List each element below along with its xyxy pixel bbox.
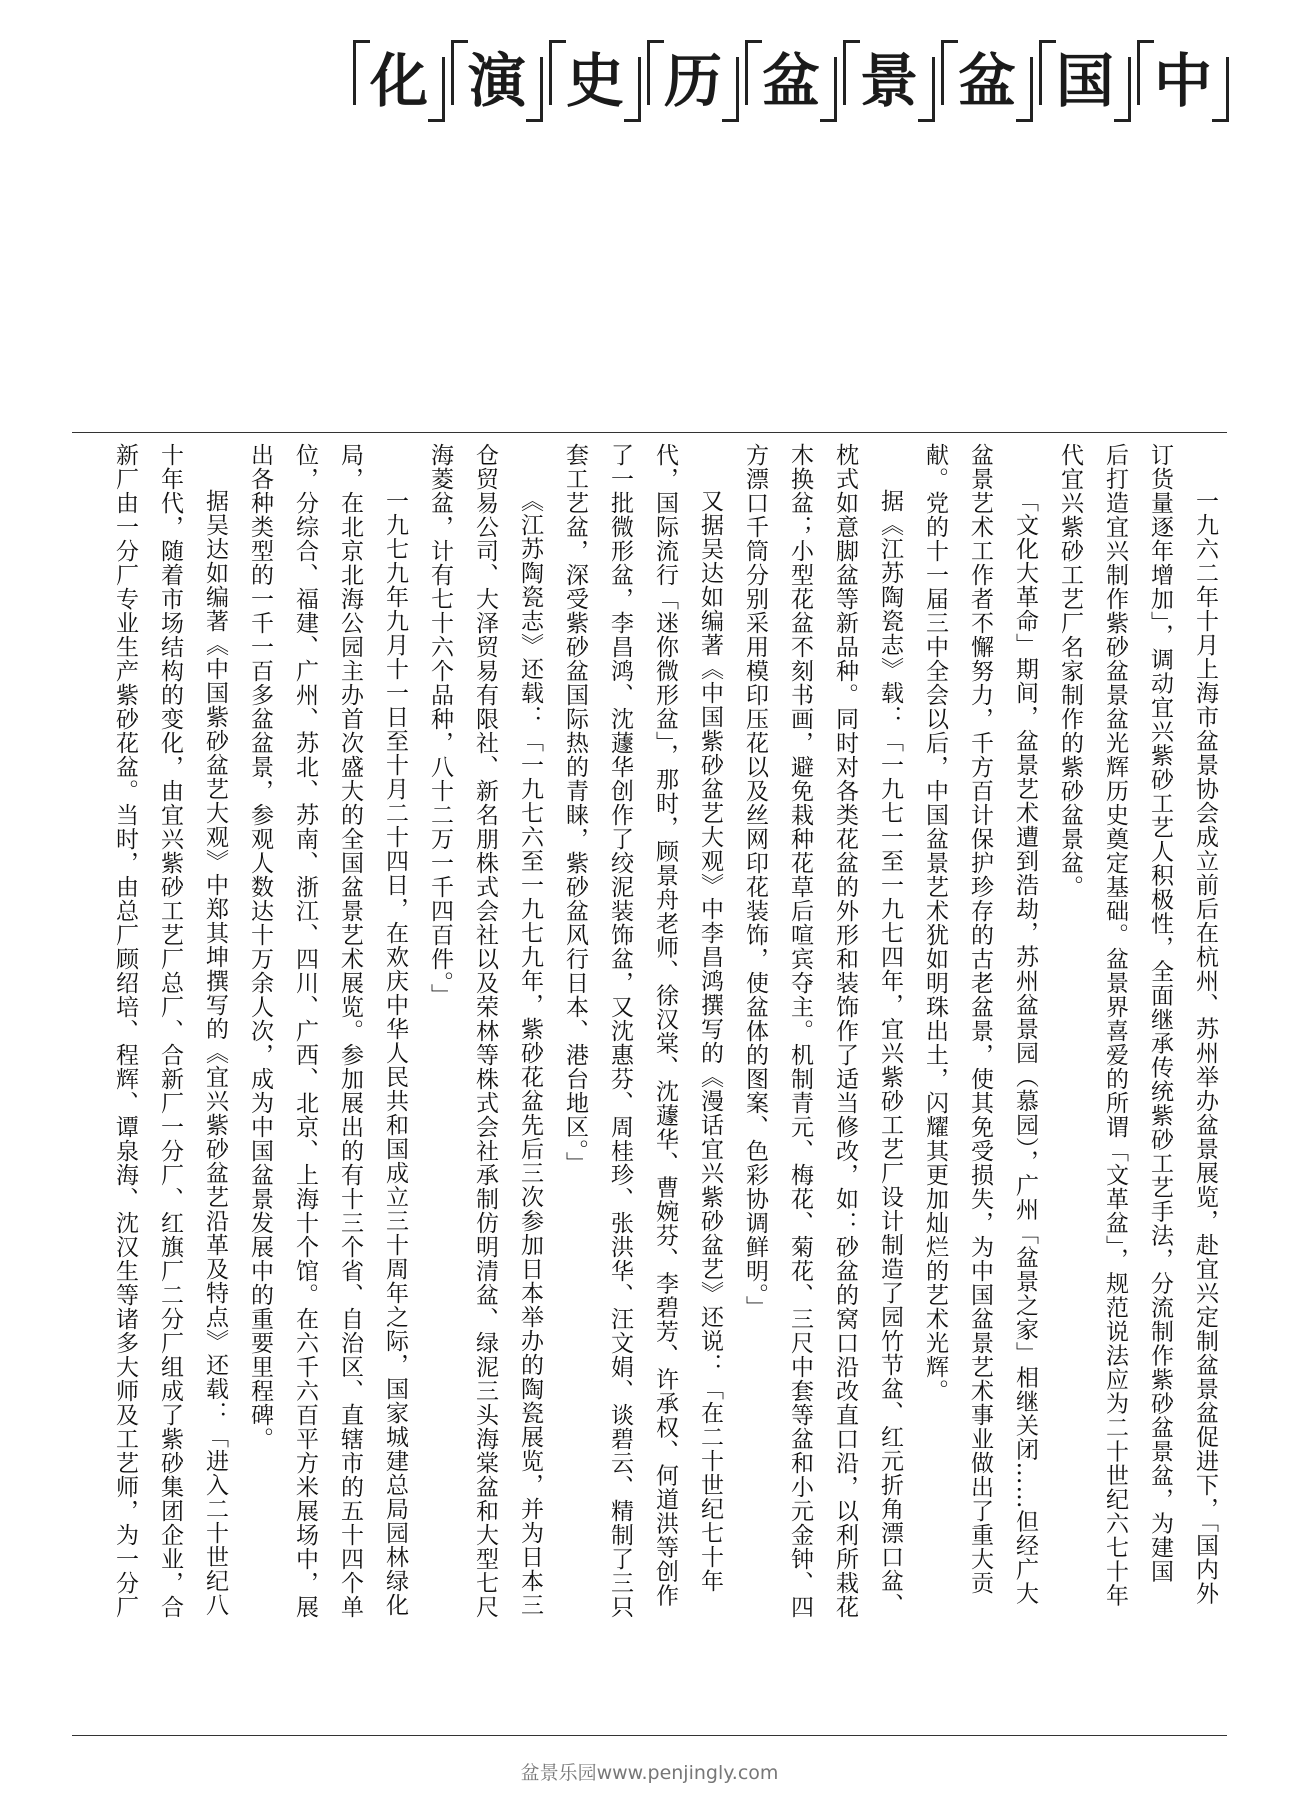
header-char: 史 bbox=[549, 40, 641, 122]
text-column: 枕式如意脚盆等新品种。同时对各类花盆的外形和装饰作了适当修改，如：砂盆的窝口沿改直口沿，以利所栽花 bbox=[832, 443, 858, 1619]
header-char: 化 bbox=[353, 40, 445, 122]
text-column: 了一批微形盆，李昌鸿、沈蘧华创作了绞泥装饰盆，又沈惠芬、周桂珍、张洪华、汪文娟、谈碧云、精制了三只 bbox=[607, 443, 633, 1619]
header-char: 演 bbox=[451, 40, 543, 122]
text-column: 位，分综合、福建、广州、苏北、苏南、浙江、四川、广西、北京、上海十个馆。在六千六百平方米展场中，展 bbox=[292, 443, 318, 1619]
text-column: 订货量逐年增加」，调动宜兴紫砂工艺人积极性，全面继承传统紫砂工艺手法，分流制作紫砂盆景盆，为建国 bbox=[1147, 443, 1173, 1584]
header-char: 景 bbox=[843, 40, 935, 122]
text-column: 《江苏陶瓷志》还载：「一九七六至一九七九年，紫砂花盆先后三次参加日本举办的陶瓷展览，并为日本三 bbox=[517, 489, 543, 1617]
text-column: 出各种类型的一千一百多盆盆景，参观人数达十万余人次，成为中国盆景发展中的重要里程碑。 bbox=[247, 443, 273, 1451]
text-column: 后打造宜兴制作紫砂盆景盆光辉历史奠定基础。盆景界喜爱的所谓「文革盆」，规范说法应为二十世纪六七十年 bbox=[1102, 443, 1128, 1608]
text-column: 新厂由一分厂专业生产紫砂花盆。当时，由总厂顾绍培、程辉、谭泉海、沈汉生等诸多大师及工艺师，为一分厂 bbox=[112, 443, 138, 1619]
text-column: 一九七九年九月十一日至十月二十四日，在欢庆中华人民共和国成立三十周年之际，国家城建总局园林绿化 bbox=[382, 489, 408, 1617]
site-watermark: 盆景乐园www.penjingly.com bbox=[520, 1762, 779, 1784]
text-column: 一九六二年十月上海市盆景协会成立前后在杭州、苏州举办盆景展览，赴宜兴定制盆景盆促进下，「国内外 bbox=[1192, 489, 1218, 1606]
text-column: 代，国际流行「迷你微形盆」，那时，顾景舟老师、徐汉棠、沈蘧华、曹婉芬、李碧芳、许承权、何道洪等创作 bbox=[652, 443, 678, 1608]
text-column: 献。党的十一届三中全会以后，中国盆景艺术犹如明珠出土，闪耀其更加灿烂的艺术光辉。 bbox=[922, 443, 948, 1403]
header-char: 盆 bbox=[941, 40, 1033, 122]
text-column: 局，在北京北海公园主办首次盛大的全国盆景艺术展览。参加展出的有十三个省、自治区、直辖市的五十四个单 bbox=[337, 443, 363, 1619]
header-char: 中 bbox=[1137, 40, 1229, 122]
text-column: 「文化大革命」期间，盆景艺术遭到浩劫，苏州盆景园（慕园），广州「盆景之家」相继关闭……但经广大 bbox=[1012, 489, 1038, 1606]
text-column: 代宜兴紫砂工艺厂名家制作的紫砂盆景盆。 bbox=[1057, 443, 1083, 899]
header-char: 国 bbox=[1039, 40, 1131, 122]
text-column: 仓贸易公司、大泽贸易有限社、新名朋株式会社以及荣林等株式会社承制仿明清盆、绿泥三头海棠盆和大型七尺 bbox=[472, 443, 498, 1619]
text-column: 盆景艺术工作者不懈努力，千方百计保护珍存的古老盆景，使其免受损失，为中国盆景艺术事业做出了重大贡 bbox=[967, 443, 993, 1595]
text-column: 海菱盆，计有七十六个品种，八十二万一千四百件。」 bbox=[427, 443, 453, 1008]
text-column: 套工艺盆，深受紫砂盆国际热的青睐，紫砂盆风行日本、港台地区。」 bbox=[562, 443, 588, 1176]
page-header-title bbox=[353, 40, 1229, 122]
text-column: 据吴达如编著《中国紫砂盆艺大观》中郑其坤撰写的《宜兴紫砂盆艺沿革及特点》还载：「进入二十世纪八 bbox=[202, 489, 228, 1617]
header-char: 历 bbox=[647, 40, 739, 122]
text-column: 又据吴达如编著《中国紫砂盆艺大观》中李昌鸿撰写的《漫话宜兴紫砂盆艺》还说：「在二十世纪七十年 bbox=[697, 489, 723, 1593]
text-column: 木换盆；小型花盆不刻书画，避免栽种花草后喧宾夺主。机制青元、梅花、菊花、三尺中套等盆和小元金钟、四 bbox=[787, 443, 813, 1619]
text-column: 方漂口千筒分别采用模印压花以及丝网印花装饰，使盆体的图案、色彩协调鲜明。」 bbox=[742, 443, 768, 1320]
text-column: 据《江苏陶瓷志》载：「一九七一至一九七四年，宜兴紫砂工艺厂设计制造了园竹节盆、红元折角漂口盆、 bbox=[877, 489, 903, 1617]
header-char: 盆 bbox=[745, 40, 837, 122]
vertical-text-body bbox=[72, 432, 1227, 1736]
text-column: 十年代，随着市场结构的变化，由宜兴紫砂工艺厂总厂、合新厂一分厂、红旗厂二分厂组成了紫砂集团企业，合 bbox=[157, 443, 183, 1619]
